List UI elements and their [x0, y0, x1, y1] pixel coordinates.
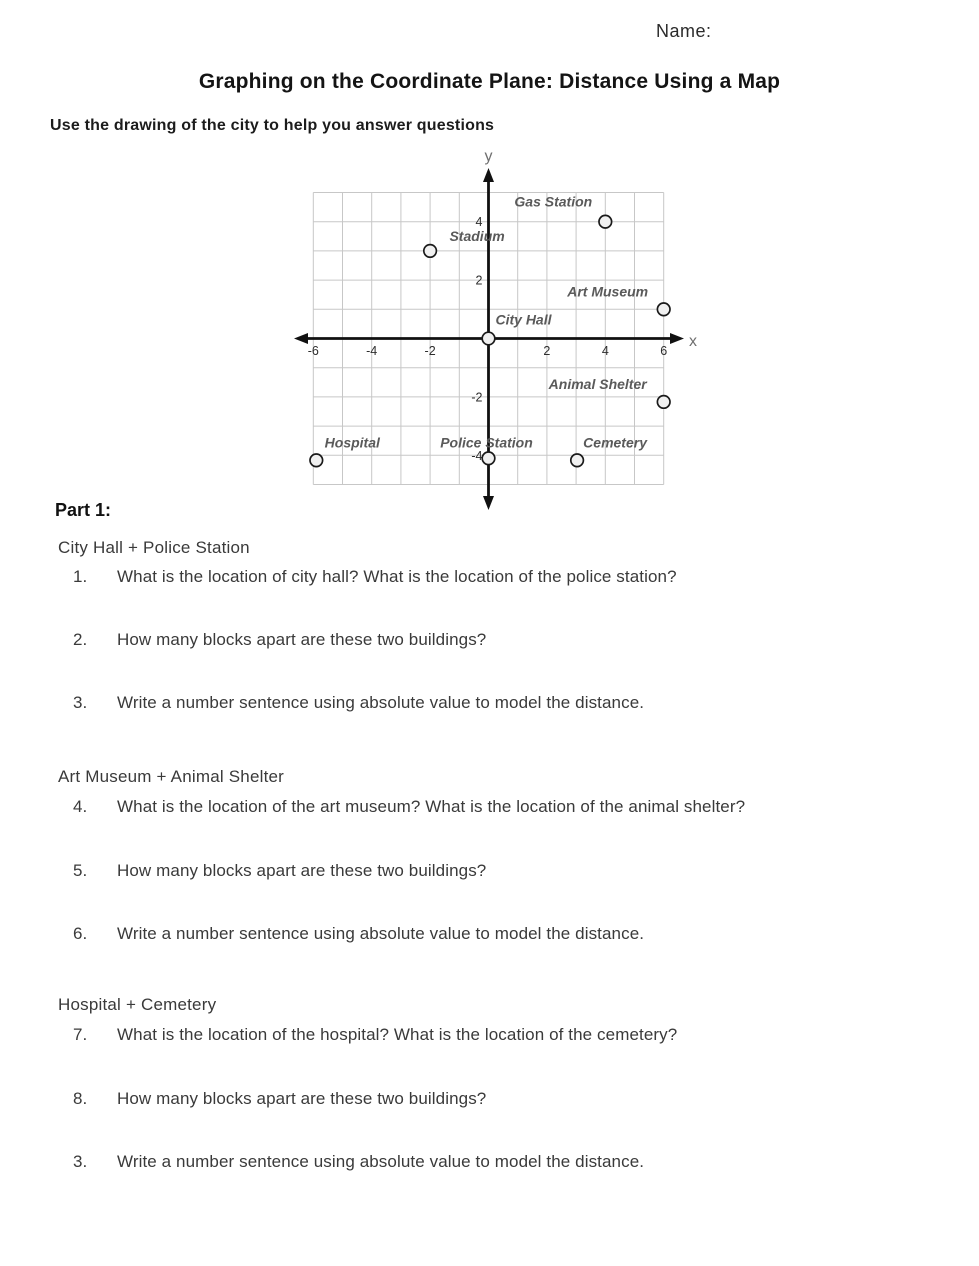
coordinate-plane — [270, 140, 710, 515]
point-label-stadium: Stadium — [449, 227, 505, 244]
question-2 — [73, 630, 913, 650]
question-2-text: How many blocks apart are these two buildings? — [117, 630, 487, 649]
x-tick-label: -6 — [307, 344, 319, 358]
x-tick-label: -4 — [366, 344, 378, 358]
question-1 — [73, 567, 913, 587]
question-4 — [73, 797, 913, 817]
instructions-text: Use the drawing of the city to help you answer questions — [50, 117, 495, 134]
y-axis-label: y — [484, 148, 493, 165]
y-tick-label: -2 — [471, 390, 483, 405]
point-label-hospital: Hospital — [324, 434, 380, 451]
question-5-text: How many blocks apart are these two buildings? — [117, 861, 487, 880]
x-axis-label: x — [689, 333, 697, 350]
question-5 — [73, 861, 913, 881]
question-8-number: 8. — [73, 1089, 88, 1108]
question-6-number: 6. — [73, 924, 88, 943]
question-5-number: 5. — [73, 861, 88, 880]
x-axis-right-arrow — [670, 333, 684, 344]
x-axis-left-arrow — [294, 333, 308, 344]
point-label-police-station: Police Station — [440, 434, 533, 451]
question-7-text: What is the location of the hospital? What is the location of the cemetery? — [117, 1025, 678, 1044]
question-2-number: 2. — [73, 630, 88, 649]
point-art-museum — [657, 303, 670, 316]
question-4-text: What is the location of the art museum? What is the location of the animal shelter? — [117, 797, 746, 816]
x-tick-label: 2 — [543, 344, 551, 358]
y-tick-label: 2 — [475, 273, 483, 288]
y-axis-bottom-arrow — [483, 496, 494, 510]
question-6-text: Write a number sentence using absolute value to model the distance. — [117, 924, 645, 943]
graph-svg — [270, 140, 710, 515]
point-label-gas-station: Gas Station — [514, 193, 593, 210]
question-8-text: How many blocks apart are these two buildings? — [117, 1089, 487, 1108]
point-label-art-museum: Art Museum — [567, 283, 649, 300]
x-tick-label: 4 — [601, 344, 609, 358]
question-3 — [73, 693, 913, 713]
point-hospital — [310, 454, 323, 467]
section-heading-city-hall-police-station: City Hall + Police Station — [58, 538, 250, 557]
question-4-number: 4. — [73, 797, 88, 816]
section-heading-art-museum-animal-shelter: Art Museum + Animal Shelter — [58, 767, 285, 786]
point-city-hall — [482, 332, 495, 345]
question-9-text: Write a number sentence using absolute value to model the distance. — [117, 1152, 645, 1171]
point-police-station — [482, 452, 495, 465]
question-9 — [73, 1152, 913, 1172]
part1-heading: Part 1: — [55, 500, 112, 520]
question-9-number: 3. — [73, 1152, 88, 1171]
question-3-text: Write a number sentence using absolute value to model the distance. — [117, 693, 645, 712]
y-axis-top-arrow — [483, 168, 494, 182]
question-8 — [73, 1089, 913, 1109]
question-1-text: What is the location of city hall? What is the location of the police station? — [117, 567, 677, 586]
question-6 — [73, 924, 913, 944]
question-7-number: 7. — [73, 1025, 88, 1044]
point-cemetery — [571, 454, 584, 467]
point-label-city-hall: City Hall — [495, 311, 552, 328]
point-stadium — [424, 245, 437, 258]
x-tick-label: -2 — [424, 344, 436, 358]
section-heading-hospital-cemetery: Hospital + Cemetery — [58, 995, 217, 1014]
point-gas-station — [599, 215, 612, 228]
question-7 — [73, 1025, 913, 1045]
page-title: Graphing on the Coordinate Plane: Distance Using a Map — [198, 70, 781, 93]
x-tick-label: 6 — [660, 344, 668, 358]
y-tick-label: -4 — [471, 448, 483, 463]
point-label-animal-shelter: Animal Shelter — [548, 375, 647, 392]
name-label: Name: — [656, 21, 712, 41]
point-label-cemetery: Cemetery — [583, 434, 648, 451]
point-animal-shelter — [657, 396, 670, 409]
question-1-number: 1. — [73, 567, 88, 586]
y-tick-label: 4 — [475, 215, 483, 230]
question-3-number: 3. — [73, 693, 88, 712]
